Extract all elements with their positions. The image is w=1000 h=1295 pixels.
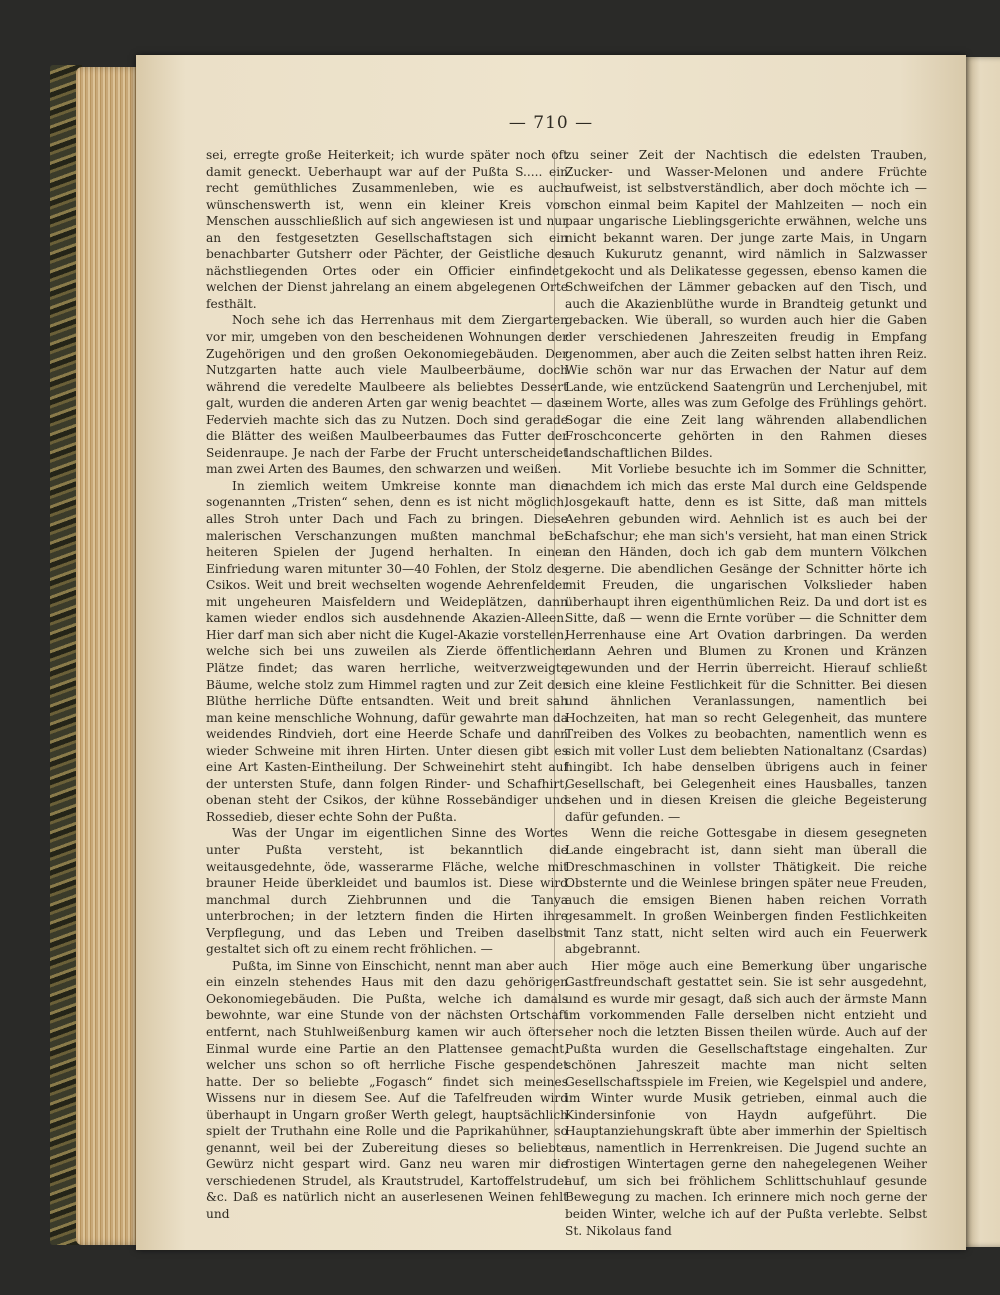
paragraph: Mit Vorliebe besuchte ich im Sommer die Schnitter, nachdem ich mich das erste Mal durch eine Geldspende losgekauft hatte, denn es ist Sitte, daß man mittels Aehren gebunden wird. Aehnlich ist es auch bei der Schafschur; ehe man sich's versieht, hat man einen Strick an den Händen, doch ich gab dem muntern Völkchen gerne. Die abendlichen Gesänge der Schnitter hörte ich mit Freuden, die ungarischen Volkslieder haben überhaupt ihren eigenthümlichen Reiz. Da und dort ist es Sitte, daß — wenn die Ernte vorüber — die Schnitter dem Herrenhause eine Art Ovation darbringen. Da werden dann Aehren und Blumen zu Kronen und Kränzen gewunden und der Herrin überreicht. Hierauf schließt sich eine kleine Festlichkeit für die Schnitter. Bei diesen und ähnlichen Veranlassungen, namentlich bei Hochzeiten, hat man so recht Gelegenheit, das muntere Treiben des Volkes zu beobachten, namentlich wenn es sich mit voller Lust dem beliebten Nationaltanz (Csardas) hingibt. Ich habe denselben übrigens auch in feiner Gesellschaft, bei Gelegenheit eines Hausballes, tanzen sehen und in diesen Kreisen die gleiche Begeisterung dafür gefunden. — — [565, 462, 927, 824]
page-stack-edge — [76, 67, 142, 1245]
page-number: — 710 — — [508, 113, 594, 133]
paragraph: Was der Ungar im eigentlichen Sinne des Wortes unter Pußta versteht, ist bekanntlich die weitausgedehnte, öde, wasserarme Fläche, welche mit brauner Heide überkleidet und baumlos ist. Diese wird manchmal durch Ziehbrunnen und die Tanya unterbrochen; in der letztern finden die Hirten ihre Verpflegung, und das Leben und Treiben daselbst gestaltet sich oft zu einem recht fröhlichen. — — [206, 826, 568, 957]
book-page — [136, 55, 966, 1250]
paragraph: sei, erregte große Heiterkeit; ich wurde später noch oft damit geneckt. Ueberhaupt war auf der Pußta S..... ein recht gemüthliches Zusammenleben, wie es auch wünschenswerth ist, wenn ein kleiner Kreis von Menschen ausschließlich auf sich angewiesen ist und nur an den festgesetzten Gesellschaftstagen sich ein benachbarter Gutsherr oder Pächter, der Geistliche des nächstliegenden Ortes oder ein Officier einfindet, welchen der Dienst jahrelang an einem abgelegenen Orte festhält. — [206, 148, 568, 311]
left-text-column — [206, 147, 568, 1223]
right-text-column — [565, 147, 927, 1239]
paragraph: In ziemlich weitem Umkreise konnte man die sogenannten „Tristen“ sehen, denn es ist nicht möglich, alles Stroh unter Dach und Fach zu bringen. Diese malerischen Verschanzungen mußten manchmal bei heiteren Spielen der Jugend herhalten. In einer Einfriedung waren mitunter 30—40 Fohlen, der Stolz des Csikos. Weit und breit wechselten wogende Aehrenfelder mit ungeheuren Maisfeldern und Weideplätzen, dann kamen wieder endlos sich ausdehnende Akazien-Alleen. Hier darf man sich aber nicht die Kugel-Akazie vorstellen, welche sich bei uns zuweilen als Zierde öffentlicher Plätze findet; das waren herrliche, weitverzweigte Bäume, welche stolz zum Himmel ragten und zur Zeit der Blüthe herrliche Düfte entsandten. Weit und breit sah man keine menschliche Wohnung, dafür gewahrte man da weidendes Rindvieh, dort eine Heerde Schafe und dann wieder Schweine mit ihren Hirten. Unter diesen gibt es eine Art Kasten-Eintheilung. Der Schweinehirt steht auf der untersten Stufe, dann folgen Rinder- und Schafhirt, obenan steht der Csikos, der kühne Rossebändiger und Rossedieb, dieser echte Sohn der Pußta. — [206, 478, 568, 824]
paragraph: Pußta, im Sinne von Einschicht, nennt man aber auch ein einzeln stehendes Haus mit den dazu gehörigen Oekonomiegebäuden. Die Pußta, welche ich damals bewohnte, war eine Stunde von der nächsten Ortschaft entfernt, nach Stuhlweißenburg kamen wir auch öfters. Einmal wurde eine Partie an den Plattensee gemacht, welcher uns schon so oft herrliche Fische gespendet hatte. Der so beliebte „Fogasch“ findet sich meines Wissens nur in diesem See. Auf die Tafelfreuden wird überhaupt in Ungarn großer Werth gelegt, hauptsächlich spielt der Truthahn eine Rolle und die Paprikahühner, so genannt, weil bei der Zubereitung dieses so beliebte Gewürz nicht gespart wird. Ganz neu waren mir die verschiedenen Strudel, als Krautstrudel, Kartoffelstrudel &c. Daß es natürlich nicht an auserlesenen Weinen fehlt und — [206, 958, 568, 1221]
column-divider — [554, 151, 555, 1161]
paragraph: Wenn die reiche Gottesgabe in diesem gesegneten Lande eingebracht ist, dann sieht man überall die Dreschmaschinen in vollster Thätigkeit. Die reiche Obsternte und die Weinlese bringen später neue Freuden, auch die emsigen Bienen haben reichen Vorrath gesammelt. In großen Weinbergen finden Festlichkeiten mit Tanz statt, nicht selten wird auch ein Feuerwerk abgebrannt. — [565, 826, 927, 957]
facing-page-edge — [964, 57, 1000, 1247]
paragraph: Hier möge auch eine Bemerkung über ungarische Gastfreundschaft gestattet sein. Sie ist sehr ausgedehnt, und es wurde mir gesagt, daß sich auch der ärmste Mann im vorkommenden Falle derselben nicht entzieht und eher noch die letzten Bissen theilen würde. Auch auf der Pußta wurden die Gesellschaftstage eingehalten. Zur schönen Jahreszeit machte man nicht selten Gesellschaftsspiele im Freien, wie Kegelspiel und andere, im Winter wurde Musik getrieben, einmal auch die Kindersinfonie von Haydn aufgeführt. Die Hauptanziehungskraft übte aber immerhin der Spieltisch aus, namentlich in Herrenkreisen. Die Jugend suchte an frostigen Wintertagen gerne den nahegelegenen Weiher auf, um sich bei fröhlichem Schlittschuhlauf gesunde Bewegung zu machen. Ich erinnere mich noch gerne der beiden Winter, welche ich auf der Pußta verlebte. Selbst St. Nikolaus fand — [565, 958, 927, 1238]
paragraph: zu seiner Zeit der Nachtisch die edelsten Trauben, Zucker- und Wasser-Melonen und andere Früchte aufweist, ist selbstverständlich, aber doch möchte ich — schon einmal beim Kapitel der Mahlzeiten — noch ein paar ungarische Lieblingsgerichte erwähnen, welche uns nicht bekannt waren. Der junge zarte Mais, in Ungarn auch Kukurutz genannt, wird nämlich in Salzwasser gekocht und als Delikatesse gegessen, ebenso kamen die Schweifchen der Lämmer gebacken auf den Tisch, und auch die Akazienblüthe wurde in Brandteig getunkt und gebacken. Wie überall, so wurden auch hier die Gaben der verschiedenen Jahreszeiten freudig in Empfang genommen, aber auch die Zeiten selbst hatten ihren Reiz. Wie schön war nur das Erwachen der Natur auf dem Lande, wie entzückend Saatengrün und Lerchenjubel, mit einem Worte, alles was zum Gefolge des Frühlings gehört. Sogar die eine Zeit lang währenden allabendlichen Froschconcerte gehörten in den Rahmen dieses landschaftlichen Bildes. — [565, 148, 927, 460]
paragraph: Noch sehe ich das Herrenhaus mit dem Ziergarten vor mir, umgeben von den bescheidenen Wohnungen der Zugehörigen und den großen Oekonomiegebäuden. Der Nutzgarten hatte auch viele Maulbeerbäume, doch während die veredelte Maulbeere als beliebtes Dessert galt, wurden die anderen Arten gar wenig beachtet — das Federvieh machte sich das zu Nutzen. Doch sind gerade die Blätter des weißen Maulbeerbaumes das Futter der Seidenraupe. Je nach der Farbe der Frucht unterscheidet man zwei Arten des Baumes, den schwarzen und weißen. — [206, 313, 568, 477]
open-book — [50, 55, 1000, 1250]
